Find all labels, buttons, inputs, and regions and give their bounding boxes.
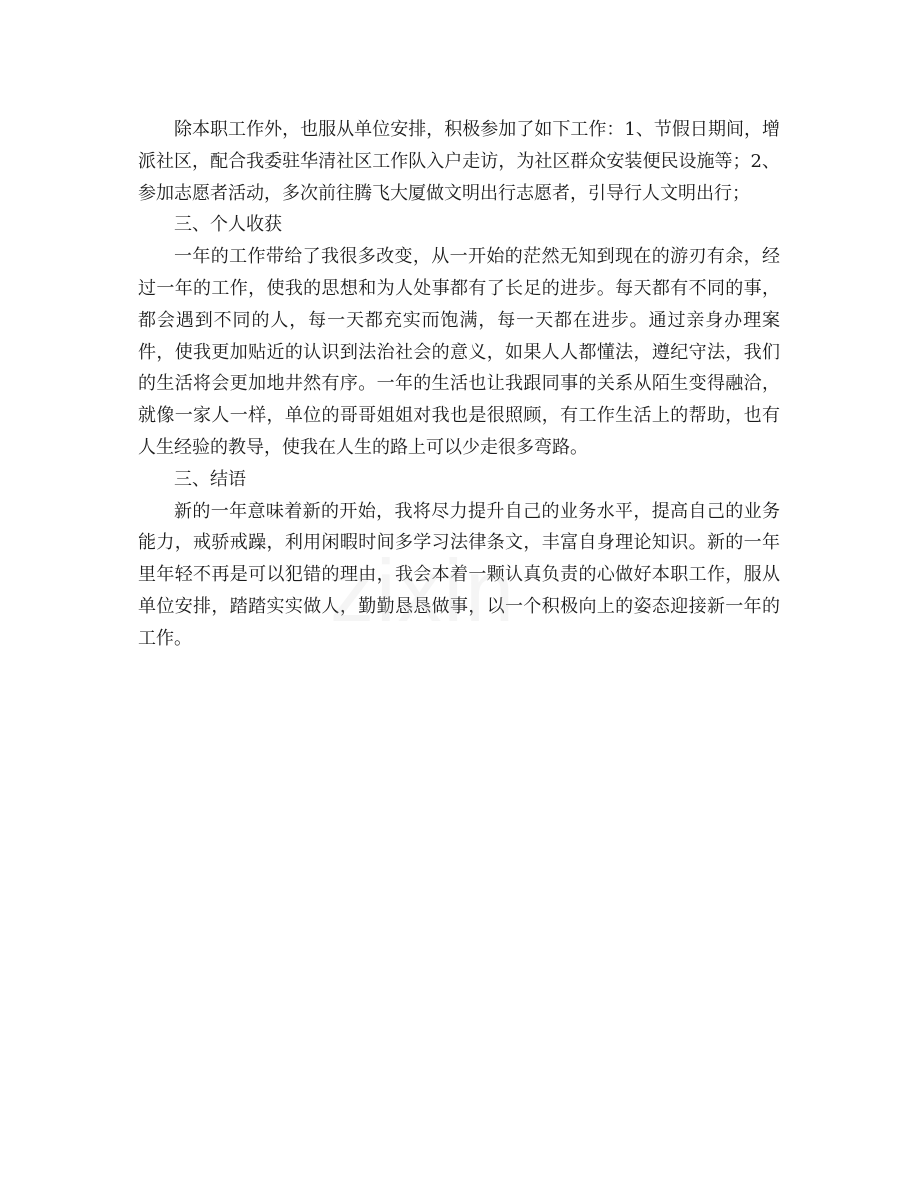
paragraph-extra-duties: 除本职工作外，也服从单位安排，积极参加了如下工作：1、节假日期间，增派社区，配合我委驻华清社区工作队入户走访，为社区群众安装便民设施等；2、参加志愿者活动，多次前往腾飞大厦做文明出行志愿者，引导行人文明出行； [138, 119, 780, 204]
heading-conclusion: 三、结语 [174, 468, 246, 490]
document-body [138, 114, 780, 655]
paragraph-personal-gains: 一年的工作带给了我很多改变，从一开始的茫然无知到现在的游刃有余，经过一年的工作，使我的思想和为人处事都有了长足的进步。每天都有不同的事，都会遇到不同的人，每一天都充实而饱满，每一天都在进步。通过亲身办理案件，使我更加贴近的认识到法治社会的意义，如果人人都懂法，遵纪守法，我们的生活将会更加地井然有序。一年的生活也让我跟同事的关系从陌生变得融洽，就像一家人一样，单位的哥哥姐姐对我也是很照顾，有工作生活上的帮助，也有人生经验的教导，使我在人生的路上可以少走很多弯路。 [138, 246, 780, 458]
watermark: zixin [330, 541, 517, 640]
heading-personal-gains: 三、个人收获 [174, 214, 282, 236]
paragraph-conclusion: 新的一年意味着新的开始，我将尽力提升自己的业务水平，提高自己的业务能力，戒骄戒躁，利用闲暇时间多学习法律条文，丰富自身理论知识。新的一年里年轻不再是可以犯错的理由，我会本着一颗认真负责的心做好本职工作，服从单位安排，踏踏实实做人，勤勤恳恳做事，以一个积极向上的姿态迎接新一年的工作。 [138, 500, 780, 649]
